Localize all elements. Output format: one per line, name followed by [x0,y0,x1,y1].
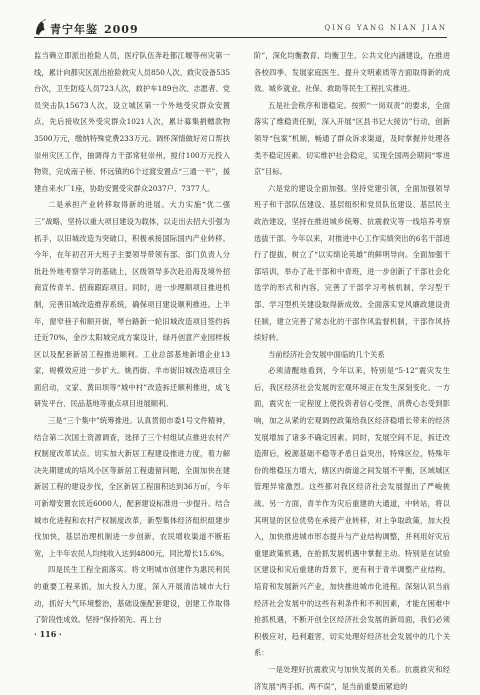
paragraph: 阶”，深化均衡教育、均衡卫生、公共文化内涵建设，在推进各校四季、发展家庭医生、提升文明素质等方面取得新的成效。城乡就业、社保、救助等民生工程扎实推进。 [254,51,450,94]
paragraph: 四是民生工程全面落实。将文明城市创建作为惠民利民的重要工程来抓，加大投入力度，深入开展清洁城市大行动，抓好大气环境整治，基础设施配套建设，创建工作取得了阶段性成效。坚持“保持领先、再上台 [34,565,230,625]
paragraph: 监当赖立即派出抢险人员，医疗队伍奔赴都江堰等州灾第一线，累计向都灾区派出抢险救灾人员850人次、救灾设备535台次，卫生防疫人员723人次，救护车189台次、志愿者、党员突击队15673人次，设立城区第一个外地受灾群众安置点，先后接收区外受灾群众1021人次，累计募集捐赠款物3500万元，缴纳特殊党费233万元。调怀深情做好对口帮扶崇州灾区工作，抽调得力干部常驻崇州，搅付100万元投入物资，完成南子桥、怀远镇的6个过渡安置点“三通一平”，援建自来水厂1座，协助安置受灾群众2037户、7377人。 [34,51,230,193]
header-rule [34,37,447,38]
yearbook-name: 青宁年鉴 [50,23,98,36]
left-column [34,48,230,629]
right-column [254,48,450,695]
paragraph: 一是处理好抗震救灾与加快发展的关系。抗震救灾和经济发展“两手抓、两不误”，是当前重要而紧迫的 [254,664,450,691]
paragraph: 三是“三个集中”统筹推进。认真贯彻市委1号文件精神，结合第二次国土资源调查，选择了三个村组试点推进农村产权制度改革试点。切实加大新居工程建设推进力度，着力解决先期建成的培风小区等新居工程遗留问题，全面加快在建新居工程的建设步伐，全区新居工程面积达到36万㎡，今年可新增安置农民近6000人，配套建设标准进一步提升。结合城市化进程和农村产权制度改革，新型集体经济组织组建步伐加快，基层治理机制进一步创新，农民增收渠道不断拓宽，上半年农民人均纯收入达到4800元，同比增长15.6%。 [34,416,230,558]
paragraph: 必须清醒地看到，今年以来，特别是“5·12”震灾发生后，我区经济社会发展的宏观环境正在发生深刻变化。一方面，震灾在一定程度上使投资者信心受挫，消费心态受到影响，加之从紧的宏观调控政策给我区经济稳增长带来的经济发展增加了诸多不确定因素。同时，发展空间不足，拆迁改造滞后，税源基础不稳等矛盾日益突出，特殊区位，特殊年份的维稳压力增大，辖区内街道之间发展不平衡，区域城区管理异常激烈。这些都对我区经济社会发展提出了严峻挑战。另一方面，青羊作为灾后重建的大通道，中转站，将以其明显的区位优势在承接产业转移，对上争取政策，加大投入，加快推进城市形态提升与产业结构调整，并利用好灾后重建政策机遇，在抢抓发展机遇中掌握主动。特别是在试验区建设和灾后重建的背景下，更有利于青羊调整产业结构，培育和发展新兴产业，加快推进城市化进程。深刻认识当前经济社会发展中的这些有利条件和不利因素，才能在困难中抢抓机遇，不断开创全区经济社会发展的新局面，我们必须积极应对，趋利避害，切实处理好经济社会发展中的几个关系： [254,366,450,658]
running-title: QING YANG NIAN JIAN [324,24,447,32]
page-number: · 116 · [34,629,62,639]
yearbook-title [50,21,139,37]
paragraph: 五是社会秩序和谐稳定。按照“一岗双责”的要求，全面落实了维稳责任制，深入开展“区县书记大接访”行动，创新领导“包案”机制，畅通了群众诉求渠道，及时掌握并处理各类不稳定因素。切实维护社会稳定，实现全国两会期间“零进京”目标。 [254,100,450,177]
paragraph: 二是承担产业转移取得新的进展。大力实施“优二强三”战略，坚持以重大项目建设为载体，以走出去招大引强为抓手，以旧城改造为突破口，积极承接国际国内产业转移。今年，在年初召开大班子主要领导带领有部、部门负责人分批赴外地考察学习的基础上，区级领导多次赴沿海及境外招商宣传青羊、招商跟踪项目。同时，进一步理顺项目推进机制，完善旧城改造推荐系统，确保项目建设顺利推进。上半年，窗窄巷子和顺开街，琴台路新一轮旧城改造项目签约拆迁近70%，金沙太阳城完成方案设计，绿丹创意产业园样板区以及配套新居工程推进顺利。工业总部基地新增企业13家，规模效应进一步扩大。姚西街、羊市街旧城改造项目全面启动，文家、黄田坝等“城中村”改造拆迁顺利推进，成飞研发平台、民品基地等重点项目进展顺利。 [34,200,230,409]
section-heading: 当前经济社会发展中面临的几个关系 [268,349,385,359]
page-header [0,0,480,40]
yearbook-logo-icon [34,18,48,36]
yearbook-year: 2009 [104,23,139,36]
paragraph: 六是党的建设全面加强。坚持党建引领，全面加强领导班子和干部队伍建设、基层组织和党员队伍建设、基层民主政治建设，坚持在推进城乡统筹、抗震救灾等一线培养考察选拔干部。今年以来，对推进中心工作实绩突出的6名干部进行了提拔，树立了“以实绩论英雄”的鲜明导向。全面加强干部培训，举办了赴干部和中青班，进一步创新了干部社会化选学的形式和内容，完善了干部学习考核机制，学习型干部、学习型机关建设取得新成效。全面落实党风廉政建设责任制，建立完善了常态化的干部作风监督机制，干部作风持续好转。 [254,183,450,343]
